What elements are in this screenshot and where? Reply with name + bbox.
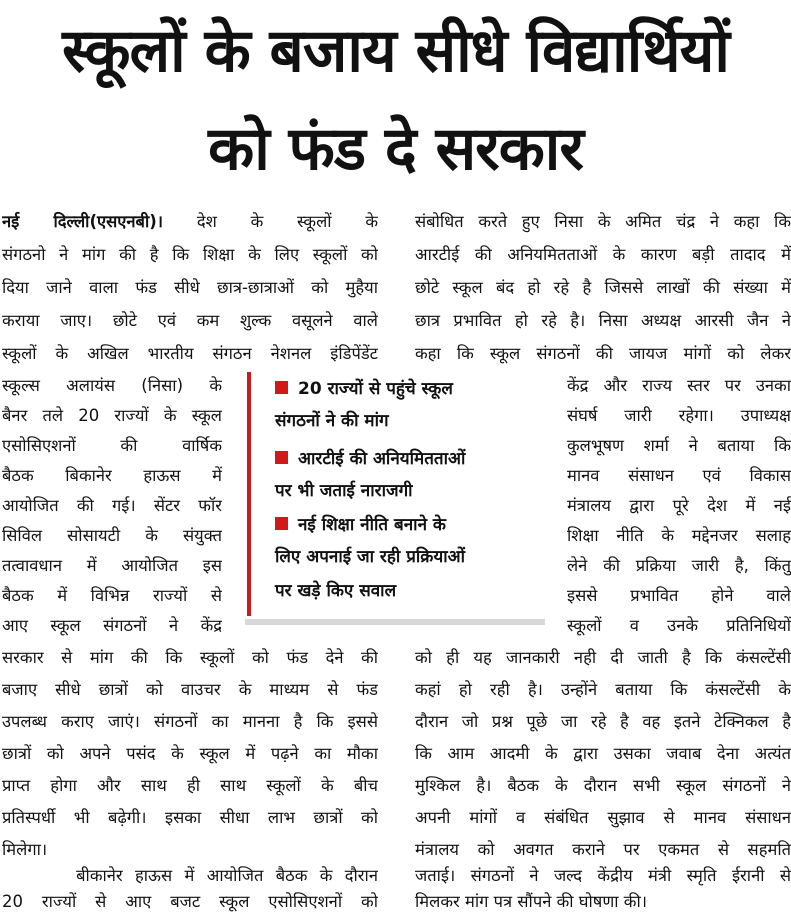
text-line: स्कूलों व उनके प्रतिनिधियों [567, 616, 791, 635]
text-line: संघर्ष जारी रहेगा। उपाध्यक्ष [567, 406, 791, 425]
headline-line-1: स्कूलों के बजाय सीधे विद्यार्थियों [62, 16, 729, 86]
text-line: बैठक में विभिन्न राज्यों से [2, 586, 222, 605]
text-line: कराया जाए। छोटे एवं कम शुल्क वसूलने वाले [2, 311, 378, 330]
text-line: बैनर तले 20 राज्यों के स्कूल [2, 406, 222, 425]
text-line: दौरान जो प्रश्न पूछे जा रहे है वह इतने टेक्निकल है [415, 712, 791, 731]
headline-line-2: को फंड दे सरकार [208, 114, 583, 184]
text-line: प्राप्त होगा और साथ ही साथ स्कूलों के बीच [2, 776, 378, 795]
text-line: एसोसिएशनों की वार्षिक [2, 436, 222, 455]
text-line: आरटीई की अनियमितताओं के कारण बड़ी तादाद में [415, 245, 791, 264]
text-line: इससे प्रभावित होने वाले [567, 586, 791, 605]
highlight-item-continued: लिए अपनाई जा रही प्रक्रियाओं [275, 547, 466, 567]
text-line: मानव संसाधन एवं विकास [567, 466, 791, 485]
red-square-bullet-icon [275, 517, 288, 530]
text-line: लेने की प्रक्रिया जारी है, किंतु [567, 556, 791, 575]
text-line: उपलब्ध कराए जाएं। संगठनों का मानना है कि इससे [2, 712, 378, 731]
text-line: तत्वावधान में आयोजित इस [2, 556, 222, 575]
text-line: आयोजित की गई। सेंटर फॉर [2, 496, 222, 515]
text-line: शिक्षा नीति के मद्देनजर सलाह [567, 526, 791, 545]
text-line: कहां हो रही है। उन्होंने बताया कि कंसल्टेंसी के [415, 680, 791, 699]
text-line: दिया जाने वाला फंड सीधे छात्र-छात्राओं को मुहैया [2, 278, 378, 297]
text-line: नई दिल्ली(एसएनबी)। देश के स्कूलों के [2, 212, 378, 231]
text-line: बैठक बिकानेर हाऊस में [2, 466, 222, 485]
text-line: छात्रों को अपने पसंद के स्कूल में पढ़ने का मौका [2, 744, 378, 763]
text-line: कहा कि स्कूल संगठनों की जायज मांगों को लेकर [415, 344, 791, 363]
dateline: नई दिल्ली(एसएनबी)। [2, 212, 164, 231]
highlight-item: आरटीई की अनियमितताओं [275, 444, 465, 474]
text-line: 20 राज्यों से आए बजट स्कूल एसोसिएशनों को [2, 892, 378, 911]
highlight-item-continued: पर खड़े किए सवाल [275, 581, 397, 601]
text-line: आए स्कूल संगठनों ने केंद्र [2, 616, 222, 635]
box-bottom-rule [245, 619, 545, 625]
text-line: बजाए सीधे छात्रों को वाउचर के माध्यम से फंड [2, 680, 378, 699]
text-line: मंत्रालय द्वारा पूरे देश में नई [567, 496, 791, 515]
red-square-bullet-icon [275, 381, 288, 394]
text-line: स्कूलों के अखिल भारतीय संगठन नेशनल इंडिपेंडेंट [2, 344, 378, 363]
highlight-item-continued: संगठनों ने की मांग [275, 411, 389, 431]
text-line: अपनी मांगों व संबंधित सुझाव से मानव संसाधन [415, 808, 791, 827]
highlight-item: नई शिक्षा नीति बनाने के [275, 510, 446, 540]
text-line: केंद्र और राज्य स्तर पर उनका [567, 376, 791, 395]
text-line: संबोधित करते हुए निसा के अमित चंद्र ने कहा कि [415, 212, 791, 231]
text-line: संगठनो ने मांग की है कि शिक्षा के लिए स्कूलों को [2, 245, 378, 264]
text-line: सरकार से मांग की कि स्कूलों को फंड देने की [2, 648, 378, 667]
text-line: मुश्किल है। बैठक के दौरान सभी स्कूल संगठनों ने [415, 776, 791, 795]
text-line: जताई। संगठनों ने जल्द केंद्रीय मंत्री स्मृति ईरानी से [415, 866, 791, 885]
text-line: बीकानेर हाऊस में आयोजित बैठक के दौरान [2, 866, 378, 885]
text-line: कि आम आदमी के द्वारा उसका जवाब देना अत्यंत [415, 744, 791, 763]
text-line: सिविल सोसायटी के संयुक्त [2, 526, 222, 545]
text-line: मिलकर मांग पत्र सौंपने की घोषणा की। [415, 892, 647, 911]
text-line: छात्र प्रभावित हो रहे है। निसा अध्यक्ष आरसी जैन ने [415, 311, 791, 330]
text-line: छोटे स्कूल बंद हो रहे है जिससे लाखों की संख्या में [415, 278, 791, 297]
text-line: प्रतिस्पर्धी भी बढ़ेगी। इसका सीधा लाभ छात्रों को [2, 808, 378, 827]
text-line: को ही यह जानकारी नही दी जाती है कि कंसल्टेंसी [415, 648, 791, 667]
highlight-item-continued: पर भी जताई नाराजगी [275, 481, 413, 501]
text-line: कुलभूषण शर्मा ने बताया कि [567, 436, 791, 455]
highlight-item: 20 राज्यों से पहुंचे स्कूल [275, 374, 453, 404]
text-line: स्कूल्स अलायंस (निसा) के [2, 376, 222, 395]
text-line: मंत्रालय को अवगत कराने पर एकमत से सहमति [415, 840, 791, 859]
text-line: मिलेगा। [2, 840, 48, 859]
highlights-box [247, 372, 551, 616]
red-square-bullet-icon [275, 451, 288, 464]
